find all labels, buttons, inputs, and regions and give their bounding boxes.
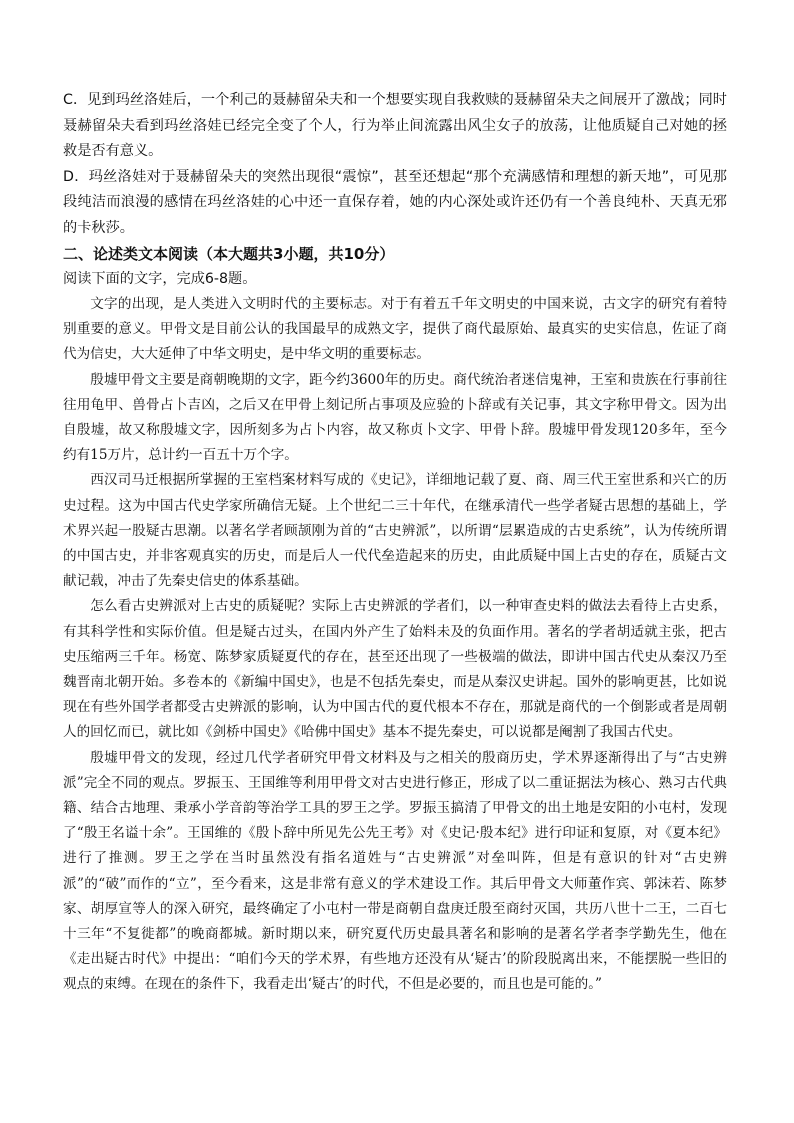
section-title: 二、论述类文本阅读（本大题共3小题，共10分） (63, 245, 395, 263)
option-c: C．见到玛丝洛娃后，一个利己的聂赫留朵夫和一个想要实现自我救赎的聂赫留朵夫之间展开了激战；同时聂赫留朵夫看到玛丝洛娃已经完全变了个人，行为举止间流露出风尘女子的放荡，让他质疑自己对她的拯救是否有意义。 (63, 92, 727, 159)
passage-paragraph-2: 殷墟甲骨文主要是商朝晚期的文字，距今约3600年的历史。商代统治者迷信鬼神，王室和贵族在行事前往往用龟甲、兽骨占卜吉凶，之后又在甲骨上刻记所占事项及应验的卜辞或有关记事，其文字称甲骨文。因为出自殷墟，故又称殷墟文字，因所刻多为占卜内容，故又称贞卜文字、甲骨卜辞。殷墟甲骨发现120多年，至今约有15万片，总计约一百五十万个字。 (63, 371, 727, 464)
passage-paragraph-3: 西汉司马迁根据所掌握的王室档案材料写成的《史记》，详细地记载了夏、商、周三代王室世系和兴亡的历史过程。这为中国古代史学家所确信无疑。上个世纪二三十年代，在继承清代一些学者疑古思想的基础上，学术界兴起一股疑古思潮。以著名学者顾颉刚为首的“古史辨派”，以所谓“层累造成的古史系统”，认为传统所谓的中国古史，并非客观真实的历史，而是后人一代代垒造起来的历史，由此质疑中国上古史的存在，质疑古文献记载，冲击了先秦史信史的体系基础。 (63, 472, 727, 590)
option-d: D．玛丝洛娃对于聂赫留朵夫的突然出现很“震惊”，甚至还想起“那个充满感情和理想的新天地”，可见那段纯洁而浪漫的感情在玛丝洛娃的心中还一直保存着，她的内心深处或许还仍有一个善良纯朴、天真无邪的卡秋莎。 (63, 168, 727, 236)
passage-paragraph-1: 文字的出现，是人类进入文明时代的主要标志。对于有着五千年文明史的中国来说，古文字的研究有着特别重要的意义。甲骨文是目前公认的我国最早的成熟文字，提供了商代最原始、最真实的史实信息，佐证了商代为信史，大大延伸了中华文明史，是中华文明的重要标志。 (63, 296, 727, 363)
passage-paragraph-4: 怎么看古史辨派对上古史的质疑呢？实际上古史辨派的学者们，以一种审查史料的做法去看待上古史系，有其科学性和实际价值。但是疑古过头，在国内外产生了始料未及的负面作用。著名的学者胡适就主张，把古史压缩两三千年。杨宽、陈梦家质疑夏代的存在，甚至还出现了一些极端的做法，即讲中国古代史从秦汉乃至魏晋南北朝开始。多卷本的《新编中国史》，也是不包括先秦史，而是从秦汉史讲起。国外的影响更甚，比如说现在有些外国学者都受古史辨派的影响，认为中国古代的夏代根本不存在，那就是商代的一个倒影或者是周朝人的回忆而已，就比如《剑桥中国史》《哈佛中国史》基本不提先秦史，可以说都是阉割了我国古代史。 (63, 598, 727, 741)
document-page (63, 88, 727, 998)
section-instruction: 阅读下面的文字，完成6-8题。 (63, 271, 257, 287)
passage-paragraph-5: 殷墟甲骨文的发现，经过几代学者研究甲骨文材料及与之相关的殷商历史，学术界逐渐得出了与“古史辨派”完全不同的观点。罗振玉、王国维等利用甲骨文对古史进行修正，形成了以二重证据法为核心、熟习古代典籍、结合古地理、秉承小学音韵等治学工具的罗王之学。罗振玉搞清了甲骨文的出土地是安阳的小屯村，发现了“殷王名谥十余”。王国维的《殷卜辞中所见先公先王考》对《史记·殷本纪》进行印证和复原，对《夏本纪》进行了推测。罗王之学在当时虽然没有指名道姓与“古史辨派”对垒叫阵，但是有意识的针对“古史辨派”的“破”而作的“立”，至今看来，这是非常有意义的学术建设工作。其后甲骨文大师董作宾、郭沫若、陈梦家、胡厚宣等人的深入研究，最终确定了小屯村一带是商朝自盘庚迁殷至商纣灭国，共历八世十二王，二百七十三年“不复徙都”的晚商都城。新时期以来，研究夏代历史最具著名和影响的是著名学者李学勤先生，他在《走出疑古时代》中提出：“咱们今天的学术界，有些地方还没有从‘疑古’的阶段脱离出来，不能摆脱一些旧的观点的束缚。在现在的条件下，我看走出‘疑古’的时代，不但是必要的，而且也是可能的。” (63, 749, 727, 993)
